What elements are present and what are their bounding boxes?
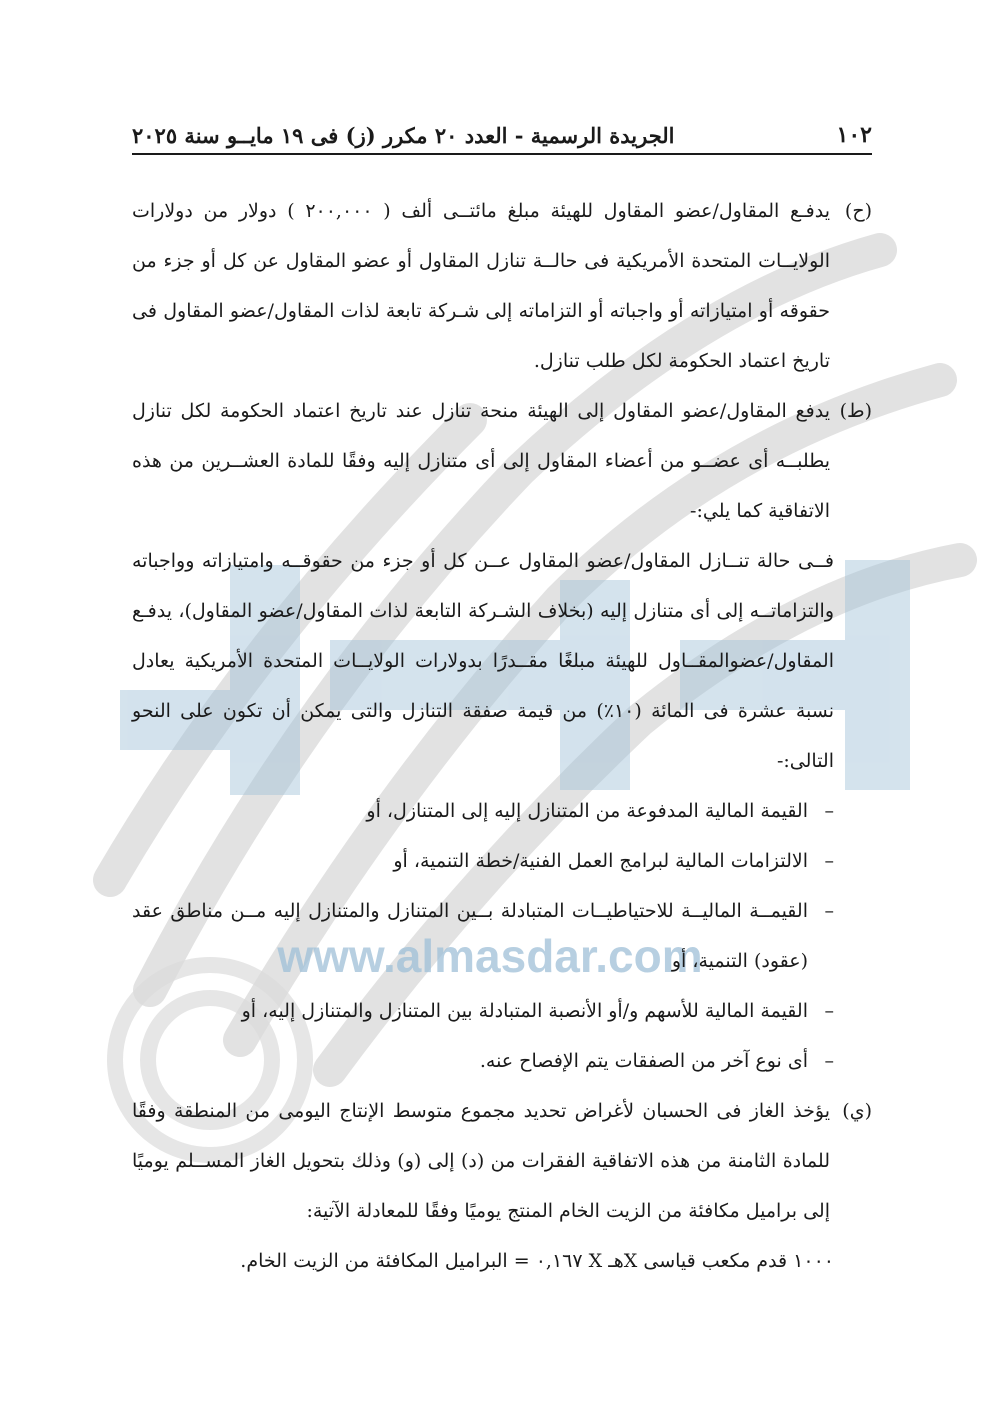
clause-t [132,386,872,536]
document-body [132,186,872,1286]
assignment-paragraph: فــى حالة تنــازل المقاول/عضو المقاول عــن كل أو جزء من حقوقــه وامتيازاته وواجباته والتزاماتــه إلى أى متنازل إليه (بخلاف الشـركة التابعة لذات المقاول/عضو المقاول)، يدفـع المقاول/عضوالمقــاول للهيئة مبلغًا مقــدرًا بدولارات الولايــات المتحدة الأمريكية يعادل نسبة عشرة فى المائة (١٠٪) من قيمة صفقة التنازل والتى يمكن أن تكون على النحو التالى:- [132,550,834,772]
conversion-equation: ١٠٠٠ قدم مكعب قياسى Xهـ X ٠,١٦٧ = البراميل المكافئة من الزيت الخام. [240,1250,834,1272]
page-number: ١٠٢ [836,122,872,148]
list-item [132,886,834,986]
clause-marker: (ي) [842,1100,872,1122]
clause-text: يؤخذ الغاز فى الحسبان لأغراض تحديد مجموع متوسط الإنتاج اليومى من المنطقة وفقًا للمادة الثامنة من هذه الاتفاقية الفقرات من (د) إلى (و) وذلك بتحويل الغاز المســلم يوميًا إلى براميل مكافئة من الزيت الخام المنتج يوميًا وفقًا للمعادلة الآتية: [132,1100,830,1222]
clause-text: يدفع المقاول/عضو المقاول إلى الهيئة منحة تنازل عند تاريخ اعتماد الحكومة لكل تنازل يطلبــه أى عضــو من أعضاء المقاول إلى أى متنازل إليه وفقًا للمادة العشــرين من هذه الاتفاقية كما يلي:- [132,400,830,522]
list-item-text: القيمــة الماليــة للاحتياطيــات المتبادلة بــين المتنازل والمتنازل إليه مــن مناطق عقد (عقود) التنمية، أو [132,900,808,972]
list-item-text: أى نوع آخر من الصفقات يتم الإفصاح عنه. [479,1050,808,1072]
list-item-text: القيمة المالية للأسهم و/أو الأنصبة المتبادلة بين المتنازل والمتنازل إليه، أو [241,1000,808,1022]
dash-bullet: – [824,850,834,872]
list-item-text: الالتزامات المالية لبرامج العمل الفنية/خطة التنمية، أو [393,850,808,872]
clause-marker: (ط) [839,400,872,422]
clause-text: يدفـع المقاول/عضو المقاول للهيئة مبلغ مائتــى ألف ( ٢٠٠,٠٠٠ ) دولار من دولارات الولايــات المتحدة الأمريكية فى حالــة تنازل المقاول أو عضو المقاول عن كل أو جزء من حقوقه أو امتيازاته أو واجباته أو التزاماته إلى شـركة تابعة لذات المقاول/عضو المقاول فى تاريخ اعتماد الحكومة لكل طلب تنازل. [132,200,830,372]
list-item [132,1036,834,1086]
bullet-list [132,786,872,1086]
dash-bullet: – [824,800,834,822]
dash-bullet: – [824,1050,834,1072]
list-item [132,786,834,836]
clause-marker: (ح) [844,200,872,222]
watermark-site: www.almasdar.com [277,930,703,982]
clause-y [132,1086,872,1236]
list-item-text: القيمة المالية المدفوعة من المتنازل إليه إلى المتنازل، أو [366,800,808,822]
dash-bullet: – [824,900,834,922]
page-header [132,108,872,148]
list-item [132,836,834,886]
dash-bullet: – [824,1000,834,1022]
gazette-title: الجريدة الرسمية - العدد ٢٠ مكرر (ز) فى ١٩ مايــو سنة ٢٠٢٥ [132,123,675,148]
list-item [132,986,834,1036]
clause-h [132,186,872,386]
header-rule [132,153,872,155]
